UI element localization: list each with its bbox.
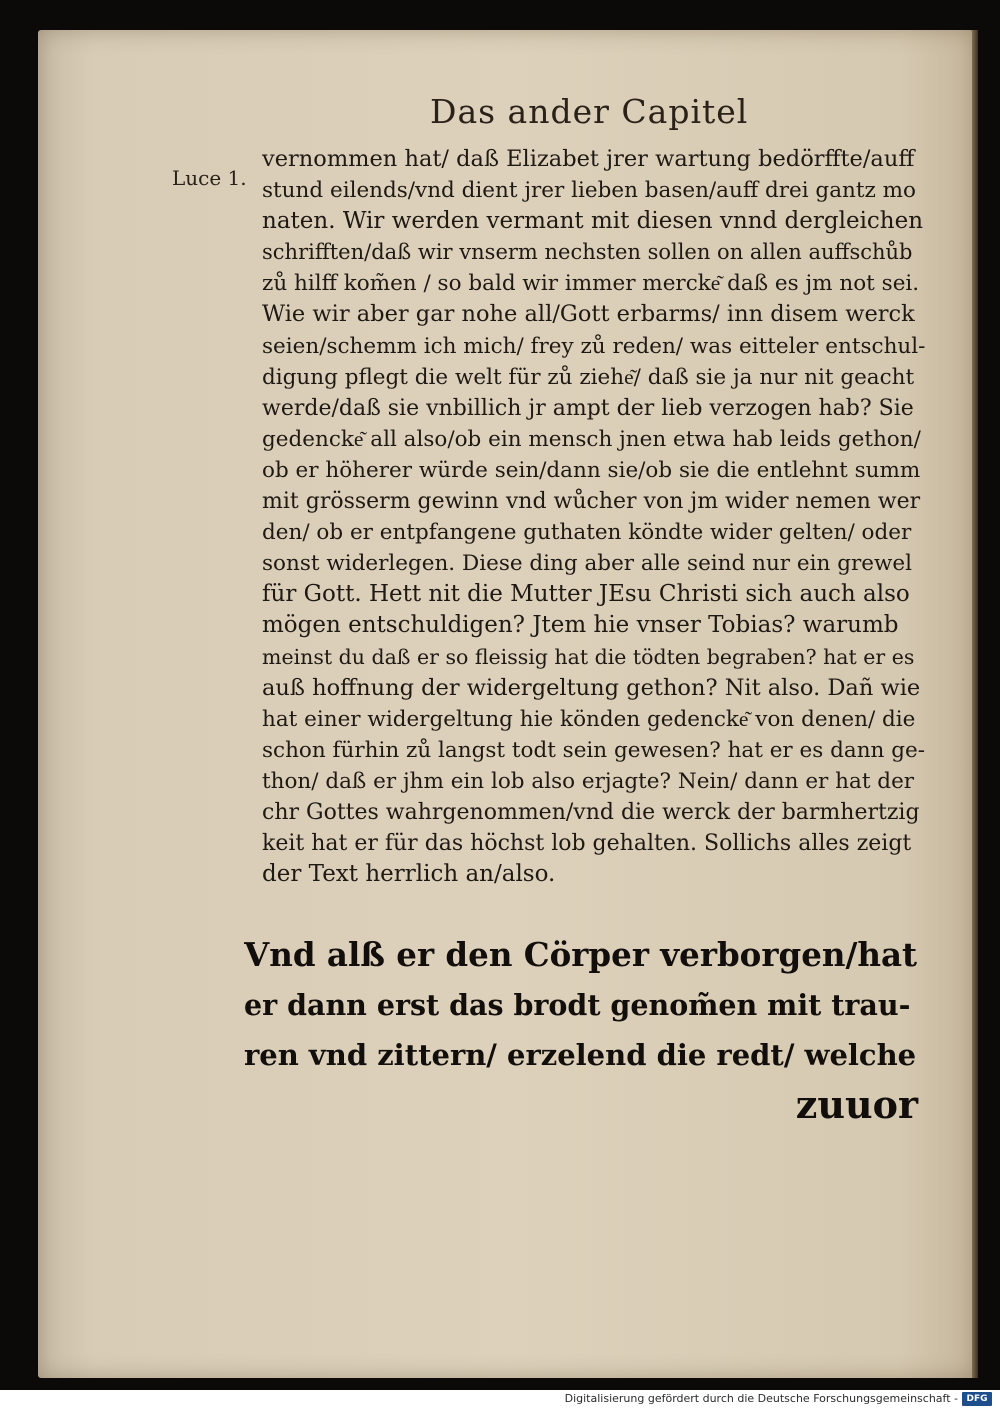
body-line: schrifften/daß wir vnserm nechsten sollen on allen auffschůb xyxy=(262,240,913,265)
body-line: werde/daß sie vnbillich jr ampt der lieb verzogen hab? Sie xyxy=(262,395,914,421)
dfg-logo: DFG xyxy=(962,1392,992,1406)
footer-credit: Digitalisierung gefördert durch die Deutsche Forschungsgemeinschaft - xyxy=(564,1392,958,1405)
verse-line: Vnd alß er den Cörper verborgen/hat xyxy=(244,935,918,974)
body-line: auß hoffnung der widergeltung gethon? Nit also. Dañ wie xyxy=(262,674,921,701)
footer-bar xyxy=(0,1390,1000,1410)
body-line: naten. Wir werden vermant mit diesen vnnd dergleichen xyxy=(262,208,924,235)
body-line: mit grösserm gewinn vnd wůcher von jm wider nemen wer xyxy=(262,489,921,515)
catchword: zuuor xyxy=(795,1082,918,1127)
page-edge xyxy=(972,30,978,1378)
body-line: hat einer widergeltung hie könden gedencke͂ von denen/ die xyxy=(262,706,916,732)
body-line: mögen entschuldigen? Jtem hie vnser Tobias? warumb xyxy=(262,612,899,639)
body-line: für Gott. Hett nit die Mutter JEsu Christi sich auch also xyxy=(262,581,910,608)
body-line: zů hilff kom̃en / so bald wir immer mercke͂ daß es jm not sei. xyxy=(262,271,920,297)
body-line: den/ ob er entpfangene guthaten köndte wider gelten/ oder xyxy=(262,520,912,546)
body-line: schon fürhin zů langst todt sein gewesen? hat er es dann ge- xyxy=(262,737,925,763)
body-line: keit hat er für das höchst lob gehalten. Sollichs alles zeigt xyxy=(262,831,912,857)
body-line: ob er höherer würde sein/dann sie/ob sie die entlehnt summ xyxy=(262,457,921,483)
running-head: Das ander Capitel xyxy=(430,92,749,131)
body-line: Wie wir aber gar nohe all/Gott erbarms/ inn disem werck xyxy=(262,301,915,328)
body-line: thon/ daß er jhm ein lob also erjagte? Nein/ dann er hat der xyxy=(262,768,915,794)
body-line: chr Gottes wahrgenommen/vnd die werck der barmhertzig xyxy=(262,799,920,825)
body-line: seien/schemm ich mich/ frey zů reden/ was eitteler entschul- xyxy=(262,333,926,359)
verse-line: er dann erst das brodt genom̃en mit trau- xyxy=(244,988,911,1022)
body-line: gedencke͂ all also/ob ein mensch jnen etwa hab leids gethon/ xyxy=(262,426,921,452)
margin-note: Luce 1. xyxy=(172,166,247,190)
body-line: stund eilends/vnd dient jrer lieben basen/auff drei gantz mo xyxy=(262,178,916,204)
body-line: der Text herrlich an/also. xyxy=(262,861,556,888)
body-line: meinst du daß er so fleissig hat die tödten begraben? hat er es xyxy=(262,644,915,669)
body-line: sonst widerlegen. Diese ding aber alle seind nur ein grewel xyxy=(262,551,912,577)
body-text xyxy=(262,144,926,890)
body-line: digung pflegt die welt für zů ziehe͂/ daß sie ja nur nit geacht xyxy=(262,364,915,390)
body-line: vernommen hat/ daß Elizabet jrer wartung bedörffte/auff xyxy=(262,146,915,172)
verse-text xyxy=(244,930,924,1130)
verse-line: ren vnd zittern/ erzelend die redt/ welche xyxy=(244,1038,917,1072)
